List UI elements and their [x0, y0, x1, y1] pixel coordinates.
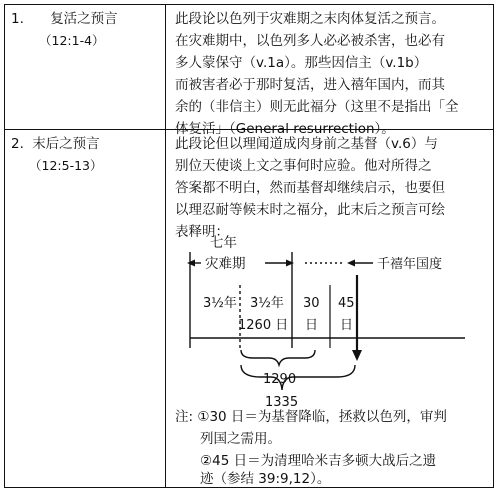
marker-45-arrowhead — [352, 350, 362, 361]
row2-line: 以理忍耐等候末时之福分，此末后之预言可绘 — [175, 202, 445, 218]
row1-line: 此段论以色列于灾难期之末肉体复活之预言。 — [175, 11, 445, 27]
row1-line: 在灾难期中，以色列多人必必被杀害，也必有 — [175, 33, 445, 49]
brace-1335 — [241, 365, 355, 390]
notes-label: 注: — [175, 409, 194, 425]
row2-number: 2. — [11, 136, 24, 152]
row1-body — [175, 8, 487, 140]
row2-title: 末后之预言 — [32, 136, 100, 152]
label-30: 30 — [303, 296, 320, 311]
arrow-head-left — [187, 260, 195, 267]
brace-1290 — [241, 350, 315, 365]
row2-heading — [11, 133, 100, 155]
note1-line1: ①30 日＝为基督降临，拯救以色列，审判 — [197, 409, 447, 425]
row1-line: 多人蒙保守（v.1a）。那些因信主（v.1b） — [175, 55, 428, 71]
row2-line: 表释明： — [175, 224, 229, 240]
row1-line: 体复活」（General resurrection）。 — [175, 121, 395, 137]
label-1290-visible: 1290 — [263, 372, 297, 387]
note2-line1: ②45 日＝为清理哈米吉多顿大战后之遗 — [200, 453, 437, 469]
label-30-day: 日 — [305, 318, 319, 333]
label-half-b: 3½年 — [250, 296, 284, 311]
row2-body — [175, 133, 487, 243]
timeline-diagram — [165, 230, 495, 410]
arrow-head-right — [286, 260, 294, 267]
label-45: 45 — [338, 296, 355, 311]
note2-line2: 迹（参结 39:9,12）。 — [200, 471, 331, 487]
row1-ref: （12:1-4） — [39, 33, 105, 48]
content-table — [4, 4, 494, 488]
note-1 — [175, 406, 447, 428]
row1-line: 而被害者必于那时复活，进入禧年国内，而其 — [175, 77, 445, 93]
row2-line: 别位天使谈上文之事何时应验。他对所得之 — [175, 158, 432, 174]
row2-line: 答案都不明白，然而基督却继续启示，也要但 — [175, 180, 445, 196]
label-tribulation: 灾难期 — [205, 256, 246, 272]
label-millennium: 千禧年国度 — [377, 257, 443, 272]
row1-line: 余的（非信主）则无此福分（这里不是指出「全 — [175, 99, 459, 115]
label-half-a: 3½年 — [203, 296, 237, 311]
arrow-head-millennium — [347, 260, 355, 267]
row1-title: 复活之预言 — [50, 11, 118, 27]
row2-line: 此段论但以理闻道成肉身前之基督（v.6）与 — [175, 136, 438, 152]
label-seven-years: 七年 — [210, 235, 237, 251]
label-1335: 1335 — [265, 395, 299, 410]
row1-heading — [11, 8, 118, 30]
row1-number: 1. — [11, 11, 24, 27]
note1-line2: 列国之需用。 — [200, 431, 281, 447]
row2-ref: （12:5-13） — [29, 158, 103, 173]
label-45-day: 日 — [340, 318, 354, 333]
label-1260: 1260 日 — [238, 318, 289, 333]
